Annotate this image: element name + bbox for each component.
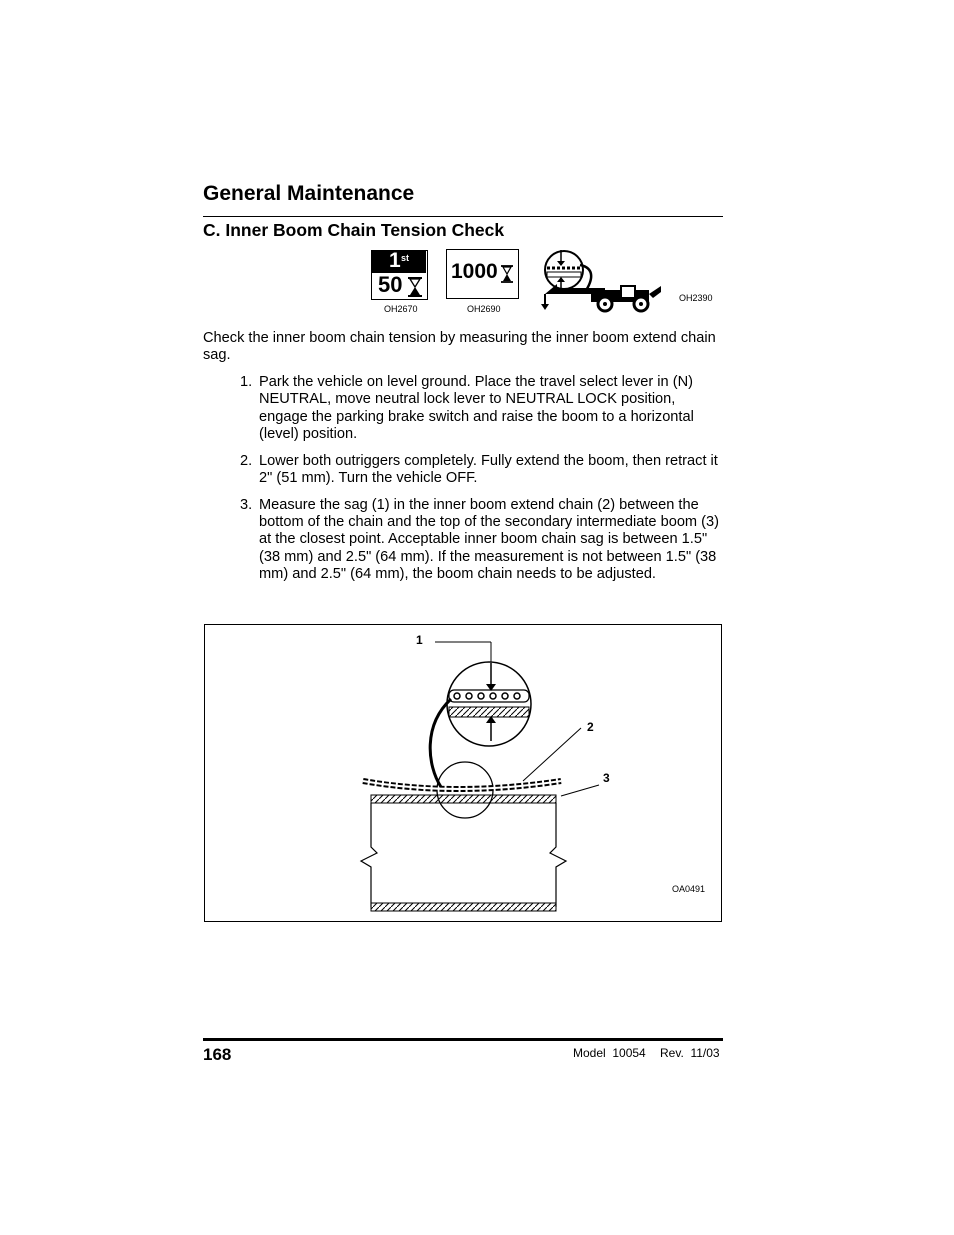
intro-paragraph: Check the inner boom chain tension by measuring the inner boom extend chain sag.	[203, 330, 716, 364]
vehicle-boom-chain-icon	[535, 248, 665, 318]
callout-3: 3	[603, 771, 610, 785]
first-service-code: OH2670	[384, 304, 418, 314]
regular-service-interval-icon	[446, 249, 519, 299]
footer-rule	[203, 1038, 723, 1041]
procedure-step	[203, 453, 723, 488]
first-service-interval-icon	[371, 250, 428, 300]
page-number: 168	[203, 1045, 232, 1064]
footer-model: Model 10054	[573, 1046, 646, 1060]
chain-sag-diagram	[205, 625, 721, 921]
step-text: Measure the sag (1) in the inner boom extend chain (2) between the bottom of the chain and the top of the secondary intermediate boom (3) at the closest point. Acceptable inner boom chain sag is between 1.5" (38 mm) and 2.5" (64 mm). If the measurement is not between 1.5" (38 mm) and 2.5" (64 mm), the boom chain needs to be adjusted.	[259, 496, 719, 582]
subsection-title: C. Inner Boom Chain Tension Check	[203, 220, 505, 240]
procedure-step	[203, 374, 723, 443]
callout-1: 1	[416, 633, 423, 647]
step-text: Lower both outriggers completely. Fully extend the boom, then retract it 2" (51 mm). Turn the vehicle OFF.	[259, 452, 718, 486]
step-number: 2.	[240, 452, 253, 469]
section-title: General Maintenance	[203, 182, 415, 205]
regular-service-code: OH2690	[467, 304, 501, 314]
step-number: 1.	[240, 374, 253, 390]
first-service-ordinal: 1	[389, 249, 401, 272]
procedure-steps	[203, 374, 723, 593]
callout-2: 2	[587, 720, 594, 734]
header-rule	[203, 216, 723, 217]
hourglass-icon	[408, 277, 422, 297]
figure-code: OA0491	[672, 884, 706, 894]
step-text: Park the vehicle on level ground. Place the travel select lever in (N) NEUTRAL, move neutral lock lever to NEUTRAL LOCK position, engage the parking brake switch and raise the boom to a horizontal (level) position.	[259, 374, 694, 442]
procedure-step	[203, 497, 723, 583]
step-number: 3.	[240, 496, 253, 513]
chain-sag-figure	[204, 624, 722, 922]
first-service-ordinal-suffix: st	[401, 253, 410, 263]
vehicle-icon-code: OH2390	[679, 293, 713, 303]
inner-boom-extend-chain	[363, 781, 561, 789]
footer-revision: Rev. 11/03	[660, 1046, 720, 1060]
hourglass-icon	[501, 265, 513, 283]
first-service-hours: 50	[378, 272, 403, 297]
regular-service-hours: 1000	[451, 260, 498, 283]
